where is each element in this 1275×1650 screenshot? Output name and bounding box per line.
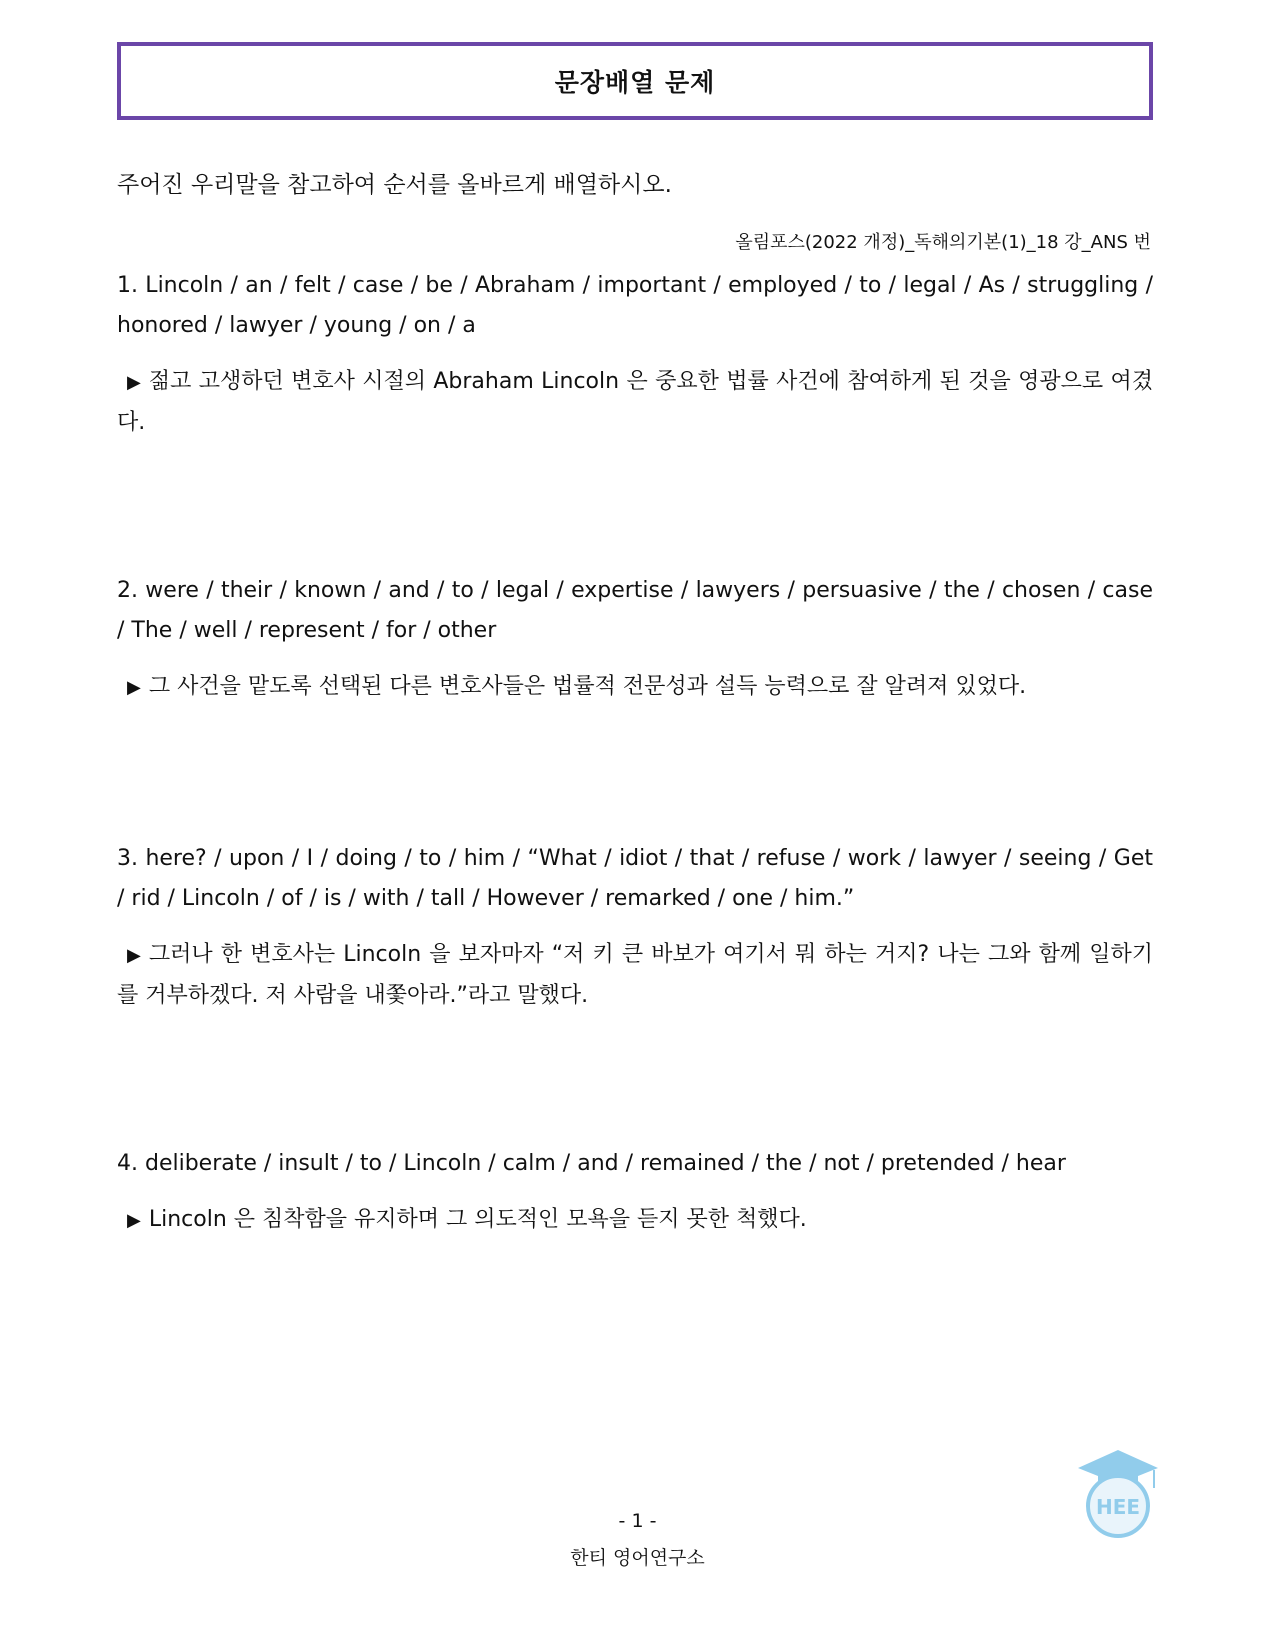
page-number: - 1 - xyxy=(618,1510,657,1532)
instruction-text: 주어진 우리말을 참고하여 순서를 올바르게 배열하시오. xyxy=(117,172,672,198)
arrow-icon: ▶ xyxy=(127,1210,141,1231)
question-1 xyxy=(117,266,1153,443)
question-hint xyxy=(117,935,1153,1016)
footer-text: 한티 영어연구소 xyxy=(570,1547,705,1569)
question-hint xyxy=(117,1200,1153,1241)
question-hint xyxy=(117,362,1153,443)
title-box xyxy=(117,42,1153,120)
hint-text: Lincoln 은 침착함을 유지하며 그 의도적인 모욕을 듣지 못한 척했다. xyxy=(148,1207,807,1232)
question-words: 3. here? / upon / I / doing / to / him / “What / idiot / that / refuse / work / lawyer / seeing / Get / rid / Lincoln / of / is / with / tall / However / remarked / one / him.” xyxy=(117,846,1153,911)
logo-text: HEE xyxy=(1095,1495,1141,1519)
hint-text: 그러나 한 변호사는 Lincoln 을 보자마자 “저 키 큰 바보가 여기서 뭐 하는 거지? 나는 그와 함께 일하기를 거부하겠다. 저 사람을 내쫓아라.”라고 말했다. xyxy=(117,942,1153,1008)
question-2 xyxy=(117,571,1153,708)
question-4 xyxy=(117,1144,1153,1241)
hint-text: 그 사건을 맡도록 선택된 다른 변호사들은 법률적 전문성과 설득 능력으로 잘 알려져 있었다. xyxy=(148,674,1027,699)
arrow-icon: ▶ xyxy=(127,945,141,966)
question-3 xyxy=(117,839,1153,1016)
question-words: 4. deliberate / insult / to / Lincoln / calm / and / remained / the / not / pretended / hear xyxy=(117,1151,1066,1176)
hint-text: 젊고 고생하던 변호사 시절의 Abraham Lincoln 은 중요한 법률 사건에 참여하게 된 것을 영광으로 여겼다. xyxy=(117,369,1153,435)
question-words: 2. were / their / known / and / to / legal / expertise / lawyers / persuasive / the / chosen / case / The / well / represent / for / other xyxy=(117,578,1153,643)
arrow-icon: ▶ xyxy=(127,677,141,698)
source-label: 올림포스(2022 개정)_독해의기본(1)_18 강_ANS 번 xyxy=(735,232,1151,253)
arrow-icon: ▶ xyxy=(127,372,141,393)
question-hint xyxy=(117,667,1153,708)
question-words: 1. Lincoln / an / felt / case / be / Abraham / important / employed / to / legal / As / struggling / honored / lawyer / young / on / a xyxy=(117,273,1153,338)
page-title: 문장배열 문제 xyxy=(554,68,716,97)
